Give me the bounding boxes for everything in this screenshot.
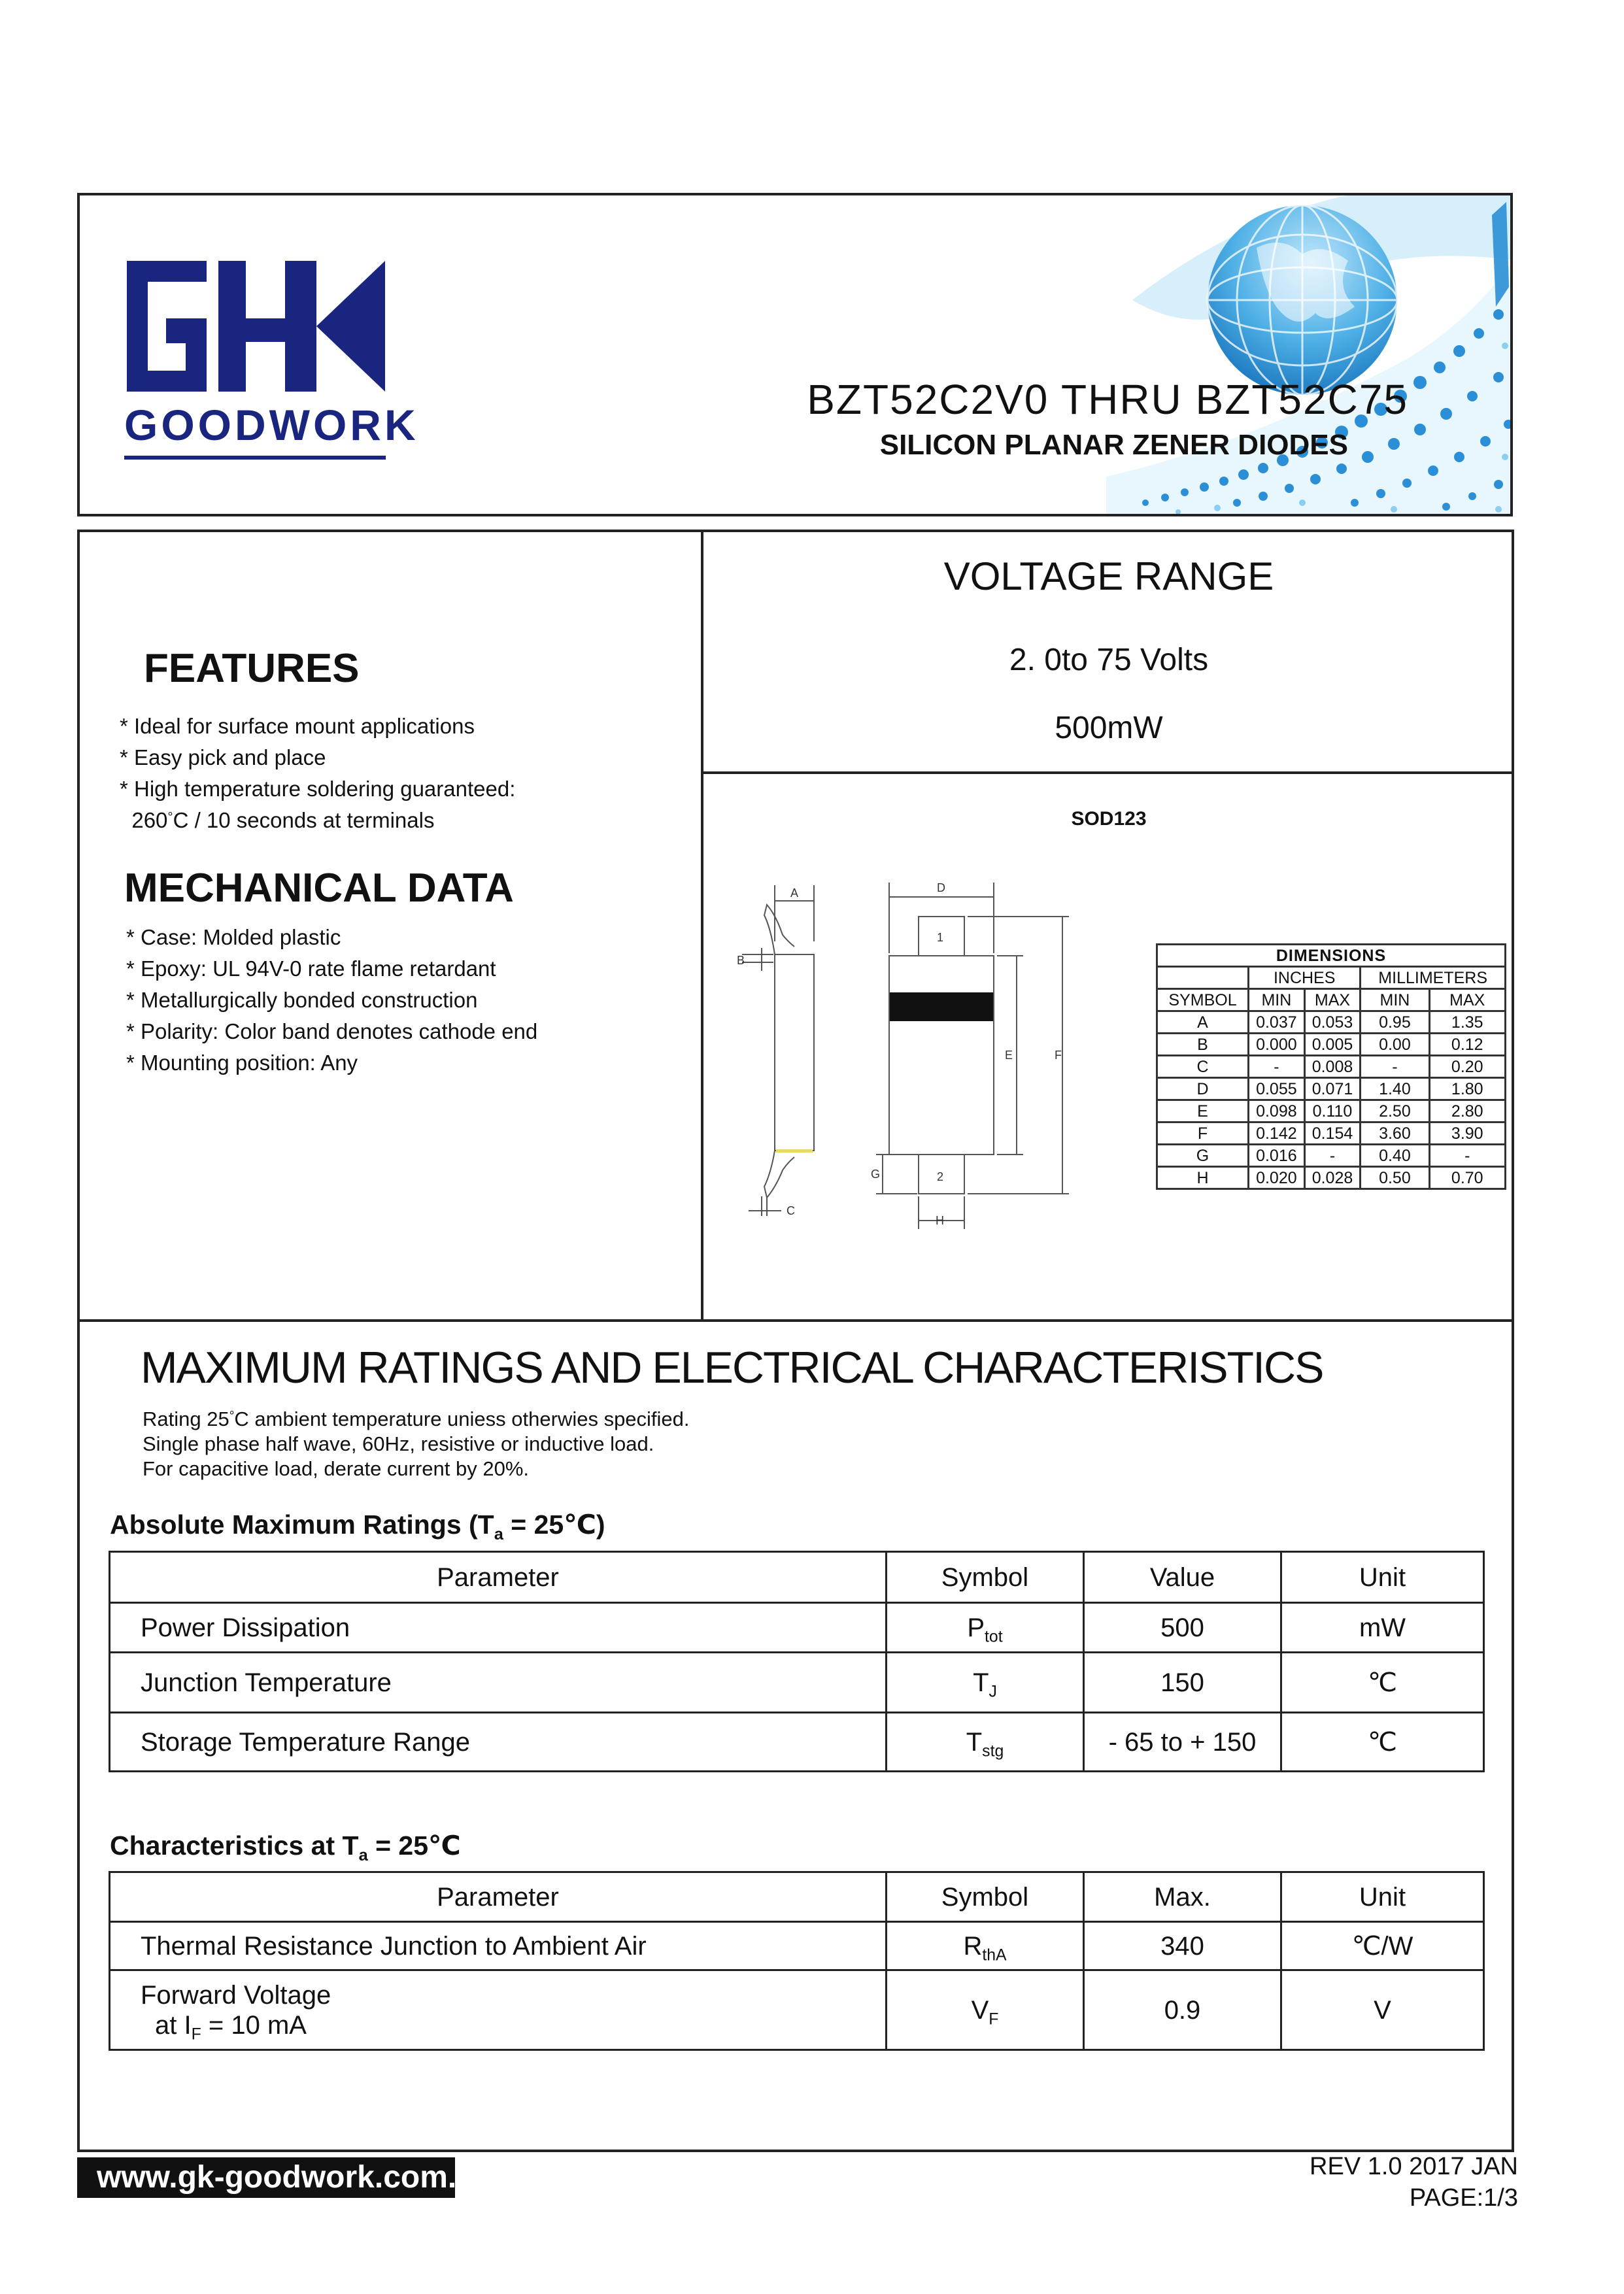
symbol-cell: $V_F$ xyxy=(887,1970,1084,2050)
globe-graphic xyxy=(1106,195,1513,516)
dim-label-f: F xyxy=(1055,1049,1062,1062)
col-max: Max. xyxy=(1084,1872,1281,1922)
package-outline-drawing xyxy=(736,876,1154,1249)
mechanical-item: * Epoxy: UL 94V-0 rate flame retardant xyxy=(126,956,496,981)
col-parameter: Parameter xyxy=(110,1552,887,1603)
dim-label-h: H xyxy=(936,1214,944,1227)
dim-label-e: E xyxy=(1005,1049,1013,1062)
logo-underline xyxy=(124,456,386,460)
dim-row: C - 0.008 - 0.20 xyxy=(1157,1056,1506,1078)
mechanical-heading: MECHANICAL DATA xyxy=(124,866,514,911)
dim-header-mm: MILLIMETERS xyxy=(1361,967,1506,989)
table-row: Power Dissipation $P_{tot}$ 500 mW xyxy=(110,1603,1484,1653)
dim-label-d: D xyxy=(937,881,945,894)
voltage-range-title: VOLTAGE RANGE xyxy=(943,554,1274,598)
mechanical-item: * Mounting position: Any xyxy=(126,1051,358,1075)
dim-row: G 0.016 - 0.40 - xyxy=(1157,1145,1506,1167)
table-header-row xyxy=(110,1552,1484,1603)
divider-ratings xyxy=(77,1319,1514,1322)
col-symbol: Symbol xyxy=(887,1552,1084,1603)
col-unit: Unit xyxy=(1281,1872,1484,1922)
dim-row: A 0.037 0.053 0.95 1.35 xyxy=(1157,1011,1506,1034)
feature-item: * High temperature soldering guaranteed: xyxy=(120,777,516,801)
table-row: Forward Voltage at $I_F = 10$ mA $V_F$ 0.9 V xyxy=(110,1970,1484,2050)
pin-2-label: 2 xyxy=(937,1170,944,1183)
dim-row: H 0.020 0.028 0.50 0.70 xyxy=(1157,1167,1506,1189)
ratings-heading: MAXIMUM RATINGS AND ELECTRICAL CHARACTERISTICS xyxy=(141,1343,1323,1392)
package-name: SOD123 xyxy=(1071,808,1147,830)
feature-item: * Ideal for surface mount applications xyxy=(120,714,475,738)
dim-row: F 0.142 0.154 3.60 3.90 xyxy=(1157,1122,1506,1145)
table-header-row xyxy=(110,1872,1484,1922)
abs-max-title: Absolute Maximum Ratings ($T_a$ = 25℃) xyxy=(110,1510,605,1543)
abs-max-table xyxy=(109,1551,1485,1772)
col-value: Value xyxy=(1084,1552,1281,1603)
dim-header-min: MIN xyxy=(1249,989,1305,1011)
rating-note: Rating 25°C ambient temperature uniess otherwies specified. xyxy=(143,1408,690,1430)
dim-header-max: MAX xyxy=(1304,989,1361,1011)
revision-info xyxy=(1177,2151,1518,2214)
col-symbol: Symbol xyxy=(887,1872,1084,1922)
dimensions-title: DIMENSIONS xyxy=(1157,945,1506,967)
mechanical-list xyxy=(126,922,537,1079)
goodwork-logo xyxy=(127,261,388,392)
dim-header-inches: INCHES xyxy=(1249,967,1361,989)
ratings-notes xyxy=(143,1407,690,1481)
cathode-band xyxy=(890,992,993,1021)
features-heading: FEATURES xyxy=(144,646,360,691)
side-view xyxy=(742,885,814,1216)
page-number: PAGE:1/3 xyxy=(1409,2184,1518,2212)
revision-date: REV 1.0 2017 JAN xyxy=(1310,2153,1518,2180)
part-subtitle: SILICON PLANAR ZENER DIODES xyxy=(879,429,1348,461)
table-row: Junction Temperature $T_J$ 150 ℃ xyxy=(110,1653,1484,1713)
dim-row: E 0.098 0.110 2.50 2.80 xyxy=(1157,1100,1506,1122)
dim-header-symbol: SYMBOL xyxy=(1157,989,1249,1011)
logo-wordmark: GOODWORK xyxy=(124,401,419,449)
symbol-cell: $P_{tot}$ xyxy=(887,1603,1084,1653)
characteristics-title: Characteristics at $T_a$ = 25℃ xyxy=(110,1830,461,1864)
dim-row: B 0.000 0.005 0.00 0.12 xyxy=(1157,1034,1506,1056)
pin-1-label: 1 xyxy=(937,931,944,944)
col-unit: Unit xyxy=(1281,1552,1484,1603)
dim-header-max: MAX xyxy=(1429,989,1505,1011)
dim-label-b: B xyxy=(737,954,745,967)
solder-highlight xyxy=(776,1149,813,1153)
top-view xyxy=(876,883,1069,1229)
dim-label-g: G xyxy=(871,1168,881,1181)
divider-voltage-package xyxy=(701,771,1514,774)
dim-header-blank xyxy=(1157,967,1249,989)
dim-header-min: MIN xyxy=(1361,989,1429,1011)
feature-item: * Easy pick and place xyxy=(120,745,326,769)
dim-label-c: C xyxy=(787,1204,795,1217)
dim-row: D 0.055 0.071 1.40 1.80 xyxy=(1157,1078,1506,1100)
mechanical-item: * Case: Molded plastic xyxy=(126,925,341,949)
dim-label-a: A xyxy=(790,886,799,900)
col-parameter: Parameter xyxy=(110,1872,887,1922)
table-row: Thermal Resistance Junction to Ambient Air $R_{thA}$ 340 ℃/W xyxy=(110,1922,1484,1970)
symbol-cell: $T_{stg}$ xyxy=(887,1713,1084,1772)
mechanical-item: * Metallurgically bonded construction xyxy=(126,988,478,1012)
website-link[interactable]: www.gk-goodwork.com. xyxy=(77,2157,455,2198)
features-list xyxy=(120,711,515,836)
voltage-range-volts: 2. 0to 75 Volts xyxy=(1009,643,1209,677)
rating-note: For capacitive load, derate current by 20%. xyxy=(143,1457,530,1480)
dimensions-table xyxy=(1156,943,1506,1190)
header-box xyxy=(77,193,1513,516)
forward-voltage-param: Forward Voltage at $I_F = 10$ mA xyxy=(110,1970,887,2050)
part-range-title: BZT52C2V0 THRU BZT52C75 xyxy=(807,376,1408,423)
feature-item-solder-temp: 260°C / 10 seconds at terminals xyxy=(131,808,435,832)
rating-note: Single phase half wave, 60Hz, resistive or inductive load. xyxy=(143,1432,654,1455)
table-row: Storage Temperature Range $T_{stg}$ - 65 to + 150 ℃ xyxy=(110,1713,1484,1772)
symbol-cell: $T_J$ xyxy=(887,1653,1084,1713)
mechanical-item: * Polarity: Color band denotes cathode end xyxy=(126,1019,538,1043)
characteristics-table xyxy=(109,1871,1485,2051)
voltage-range-power: 500mW xyxy=(1055,711,1163,745)
symbol-cell: $R_{thA}$ xyxy=(887,1922,1084,1970)
